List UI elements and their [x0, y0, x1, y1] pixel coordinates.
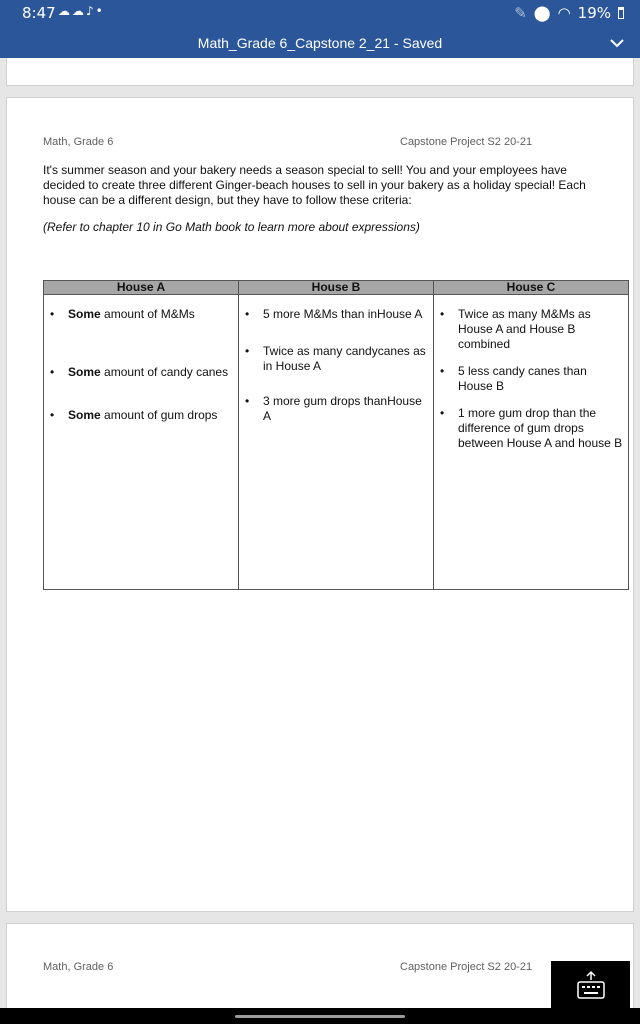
house-c-cell[interactable]: [434, 295, 629, 590]
cloud-icon: ☁: [58, 4, 72, 18]
house-b-cell[interactable]: [239, 295, 434, 590]
list-item: • 1 more gum drop than the difference of gum drops between House A and house B: [434, 406, 624, 451]
pen-icon: ✎: [514, 4, 527, 22]
page-header-right: Capstone Project S2 20-21: [400, 136, 533, 148]
status-time: 8:47: [22, 4, 56, 22]
criteria-table[interactable]: [43, 280, 629, 590]
document-page: [6, 97, 634, 912]
intro-paragraph[interactable]: It's summer season and your bakery needs a season special to sell! You and your employees have decided to create three different Ginger-beach houses to sell in your bakery as a holiday special! Each house can be a different design, but they have to follow these criteria:: [43, 163, 586, 207]
system-navigation-bar: [0, 1008, 640, 1024]
battery-level: 19%: [577, 4, 611, 22]
list-item: • Some amount of M&Ms: [44, 307, 234, 322]
dot-icon: •: [95, 4, 105, 18]
status-right: [514, 4, 624, 22]
list-item: • Twice as many M&Ms as House A and House B combined: [434, 307, 624, 352]
list-item: • Some amount of gum drops: [44, 408, 234, 423]
table-header-house-a: House A: [44, 281, 239, 295]
document-title[interactable]: Math_Grade 6_Capstone 2_21 - Saved: [197, 34, 443, 51]
reference-note[interactable]: (Refer to chapter 10 in Go Math book to learn more about expressions): [43, 220, 420, 234]
location-icon: ⬤: [533, 4, 551, 22]
status-bar: [0, 0, 640, 27]
tiktok-icon: ♪: [86, 4, 96, 18]
page-header-left: Math, Grade 6: [43, 961, 114, 973]
keyboard-icon: [575, 970, 607, 1000]
keyboard-toggle-button[interactable]: [551, 961, 630, 1008]
page-header-left: Math, Grade 6: [43, 136, 114, 148]
table-header-house-c: House C: [434, 281, 629, 295]
cloud-icon: ☁: [72, 4, 86, 18]
battery-icon: [618, 7, 624, 19]
list-item: • 3 more gum drops thanHouse A: [239, 394, 429, 424]
list-item: • Some amount of candy canes: [44, 365, 234, 380]
list-item: • 5 less candy canes than House B: [434, 364, 624, 394]
house-a-cell[interactable]: [44, 295, 239, 590]
notification-icons: [58, 4, 105, 18]
chevron-down-icon[interactable]: [608, 34, 626, 52]
list-item: • Twice as many candycanes as in House A: [239, 344, 429, 374]
app-top-bar: [0, 0, 640, 58]
home-gesture-handle[interactable]: [235, 1015, 405, 1018]
page-header-right: Capstone Project S2 20-21: [400, 961, 533, 973]
list-item: • 5 more M&Ms than inHouse A: [239, 307, 429, 322]
previous-page-fragment: [6, 58, 634, 86]
table-header-house-b: House B: [239, 281, 434, 295]
wifi-icon: ◠: [557, 4, 571, 22]
